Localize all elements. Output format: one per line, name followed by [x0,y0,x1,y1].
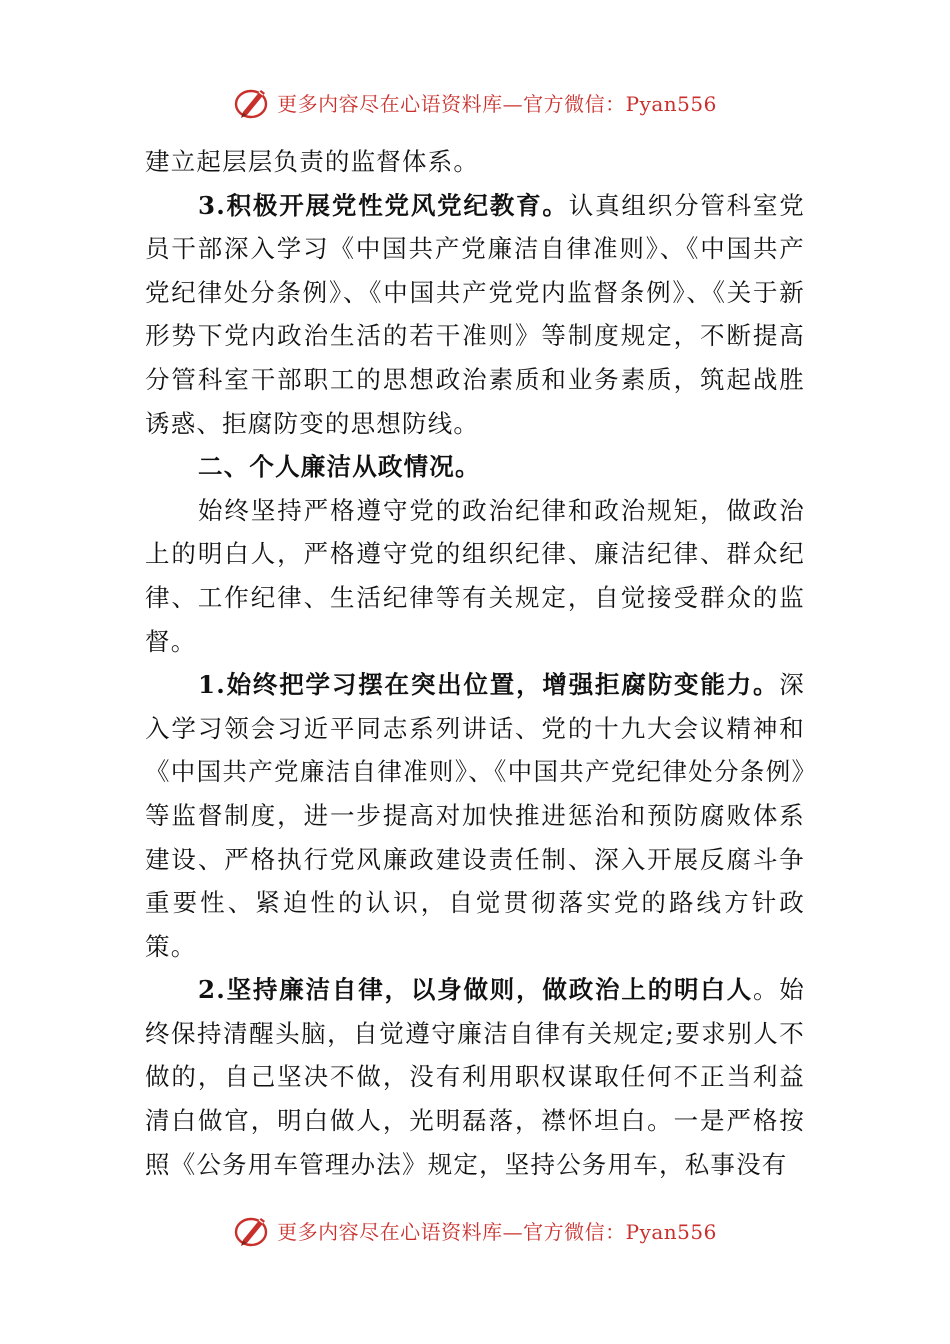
section-heading-text: 二、个人廉洁从政情况。 [198,452,481,482]
paragraph-continuation [145,140,805,184]
header-banner [0,82,950,122]
paragraph-lead: 3.积极开展党性党风党纪教育。 [198,190,569,220]
banner-text: 更多内容尽在心语资料库—官方微信：Pyan556 [277,1219,717,1244]
paragraph-lead: 2.坚持廉洁自律，以身做则，做政治上的明白人 [198,975,753,1005]
paragraph-body: 深入学习领会习近平同志系列讲话、党的十九大会议精神和《中国共产党廉洁自律准则》、《中国共产党纪律处分条例》等监督制度，进一步提高对加快推进惩治和预防腐败体系建设、严格执行党风廉政建设责任制、深入开展反腐斗争重要性、紧迫性的认识，自觉贯彻落实党的路线方针政策。 [145,670,805,961]
paragraph-self-discipline [145,968,805,1186]
footer-banner [0,1210,950,1250]
paragraph-body: 认真组织分管科室党员干部深入学习《中国共产党廉洁自律准则》、《中国共产党纪律处分条例》、《中国共产党党内监督条例》、《关于新形势下党内政治生活的若干准则》等制度规定，不断提高分管科室干部职工的思想政治素质和业务素质，筑起战胜诱惑、拒腐防变的思想防线。 [145,190,805,438]
paragraph-body: 建立起层层负责的监督体系。 [145,147,480,176]
paragraph-discipline [145,489,805,663]
paragraph-body: 。始终保持清醒头脑，自觉遵守廉洁自律有关规定;要求别人不做的，自己坚决不做，没有利用职权谋取任何不正当利益清白做官，明白做人，光明磊落，襟怀坦白。一是严格按照《公务用车管理办法》规定，坚持公务用车，私事没有 [145,975,805,1179]
pen-circle-logo-icon [233,1210,273,1250]
paragraph-party-education [145,184,805,446]
section-heading-personal-integrity [145,445,805,489]
paragraph-body: 始终坚持严格遵守党的政治纪律和政治规矩，做政治上的明白人，严格遵守党的组织纪律、廉洁纪律、群众纪律、工作纪律、生活纪律等有关规定，自觉接受群众的监督。 [145,495,805,656]
banner-text: 更多内容尽在心语资料库—官方微信：Pyan556 [277,91,717,116]
paragraph-study [145,663,805,968]
document-body [145,140,805,1186]
pen-circle-logo-icon [233,82,273,122]
paragraph-lead: 1.始终把学习摆在突出位置，增强拒腐防变能力。 [198,670,780,700]
